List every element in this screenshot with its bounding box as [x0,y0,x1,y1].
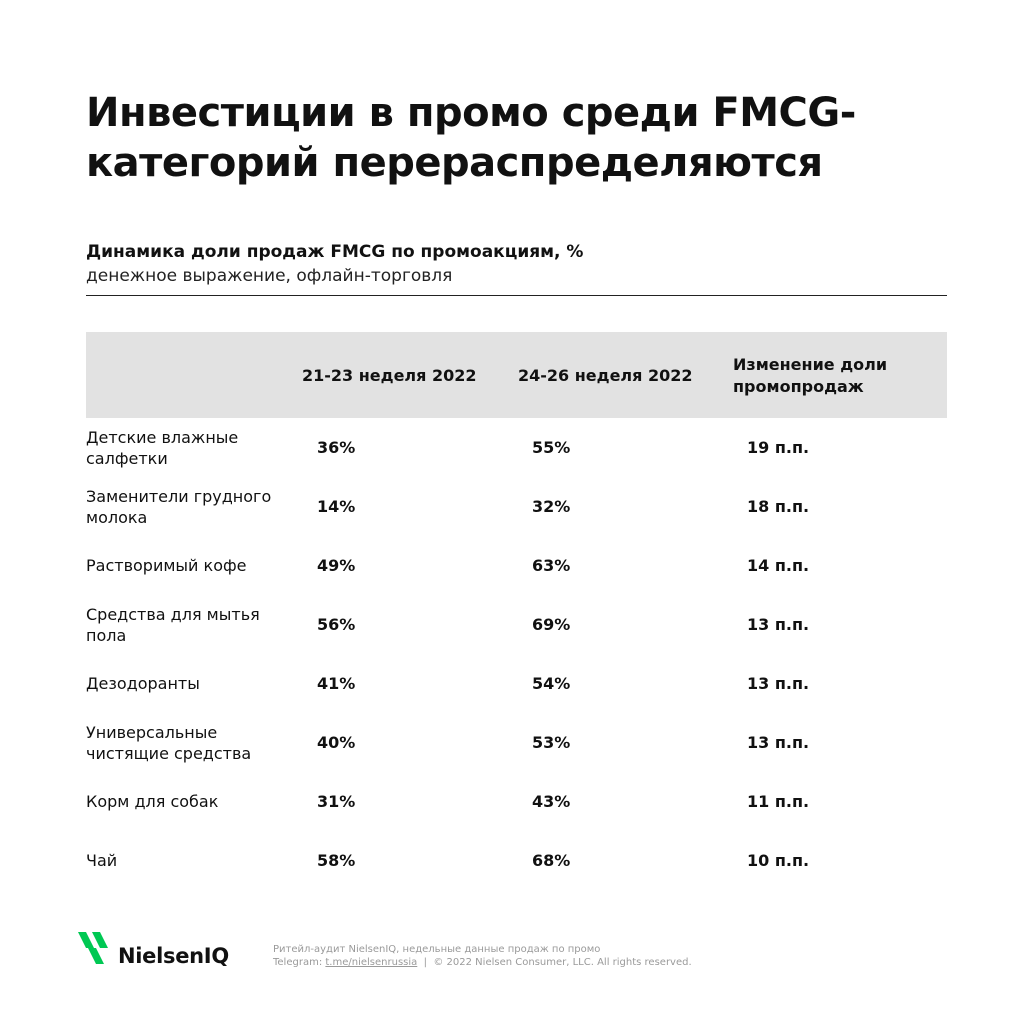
category-cell: Заменители грудного молока [86,486,272,527]
chart-subtitle: денежное выражение, офлайн-торговля [86,266,453,286]
period-1-value: 40% [317,733,356,752]
column-header-change: Изменение доли промопродаж [733,355,888,396]
footer-text [273,943,692,969]
copyright: © 2022 Nielsen Consumer, LLC. All rights reserved. [433,957,692,968]
category-cell: Универсальные чистящие средства [86,722,252,763]
change-value: 10 п.п. [747,851,810,870]
table-row [86,831,947,890]
change-value: 18 п.п. [747,497,810,516]
period-2-value: 32% [532,497,571,516]
separator: | [423,957,428,968]
period-2-value: 69% [532,615,571,634]
period-2-value: 43% [532,792,571,811]
change-value: 13 п.п. [747,615,810,634]
source-note: Ритейл-аудит NielsenIQ, недельные данные продаж по промо [273,944,601,955]
period-1-value: 41% [317,674,356,693]
period-2-value: 55% [532,438,571,457]
category-cell: Средства для мытья пола [86,604,260,645]
change-value: 14 п.п. [747,556,810,575]
change-value: 19 п.п. [747,438,810,457]
brand-logo [78,932,229,968]
period-2-value: 63% [532,556,571,575]
nielseniq-logo-icon [78,932,112,964]
period-1-value: 56% [317,615,356,634]
period-2-value: 54% [532,674,571,693]
period-1-value: 58% [317,851,356,870]
divider [86,295,947,296]
column-header-period-1: 21-23 неделя 2022 [302,366,477,385]
table-row [86,477,947,536]
change-value: 13 п.п. [747,674,810,693]
table-row [86,654,947,713]
category-cell: Дезодоранты [86,674,200,693]
table-row [86,536,947,595]
page-title: Инвестиции в промо среди FMCG-категорий перераспределяются [86,90,856,186]
brand-name: NielsenIQ [118,944,229,968]
category-cell: Корм для собак [86,792,219,811]
period-1-value: 36% [317,438,356,457]
period-2-value: 68% [532,851,571,870]
table-row [86,713,947,772]
period-1-value: 14% [317,497,356,516]
chart-title: Динамика доли продаж FMCG по промоакциям, % [86,242,584,262]
table-row [86,418,947,477]
category-cell: Чай [86,851,118,870]
period-1-value: 31% [317,792,356,811]
category-cell: Детские влажные салфетки [86,427,239,468]
period-1-value: 49% [317,556,356,575]
telegram-link[interactable]: t.me/nielsenrussia [325,957,418,968]
telegram-label: Telegram: [273,957,323,968]
table-row [86,772,947,831]
change-value: 11 п.п. [747,792,810,811]
category-cell: Растворимый кофе [86,556,247,575]
change-value: 13 п.п. [747,733,810,752]
table-row [86,595,947,654]
column-header-period-2: 24-26 неделя 2022 [518,366,693,385]
period-2-value: 53% [532,733,571,752]
